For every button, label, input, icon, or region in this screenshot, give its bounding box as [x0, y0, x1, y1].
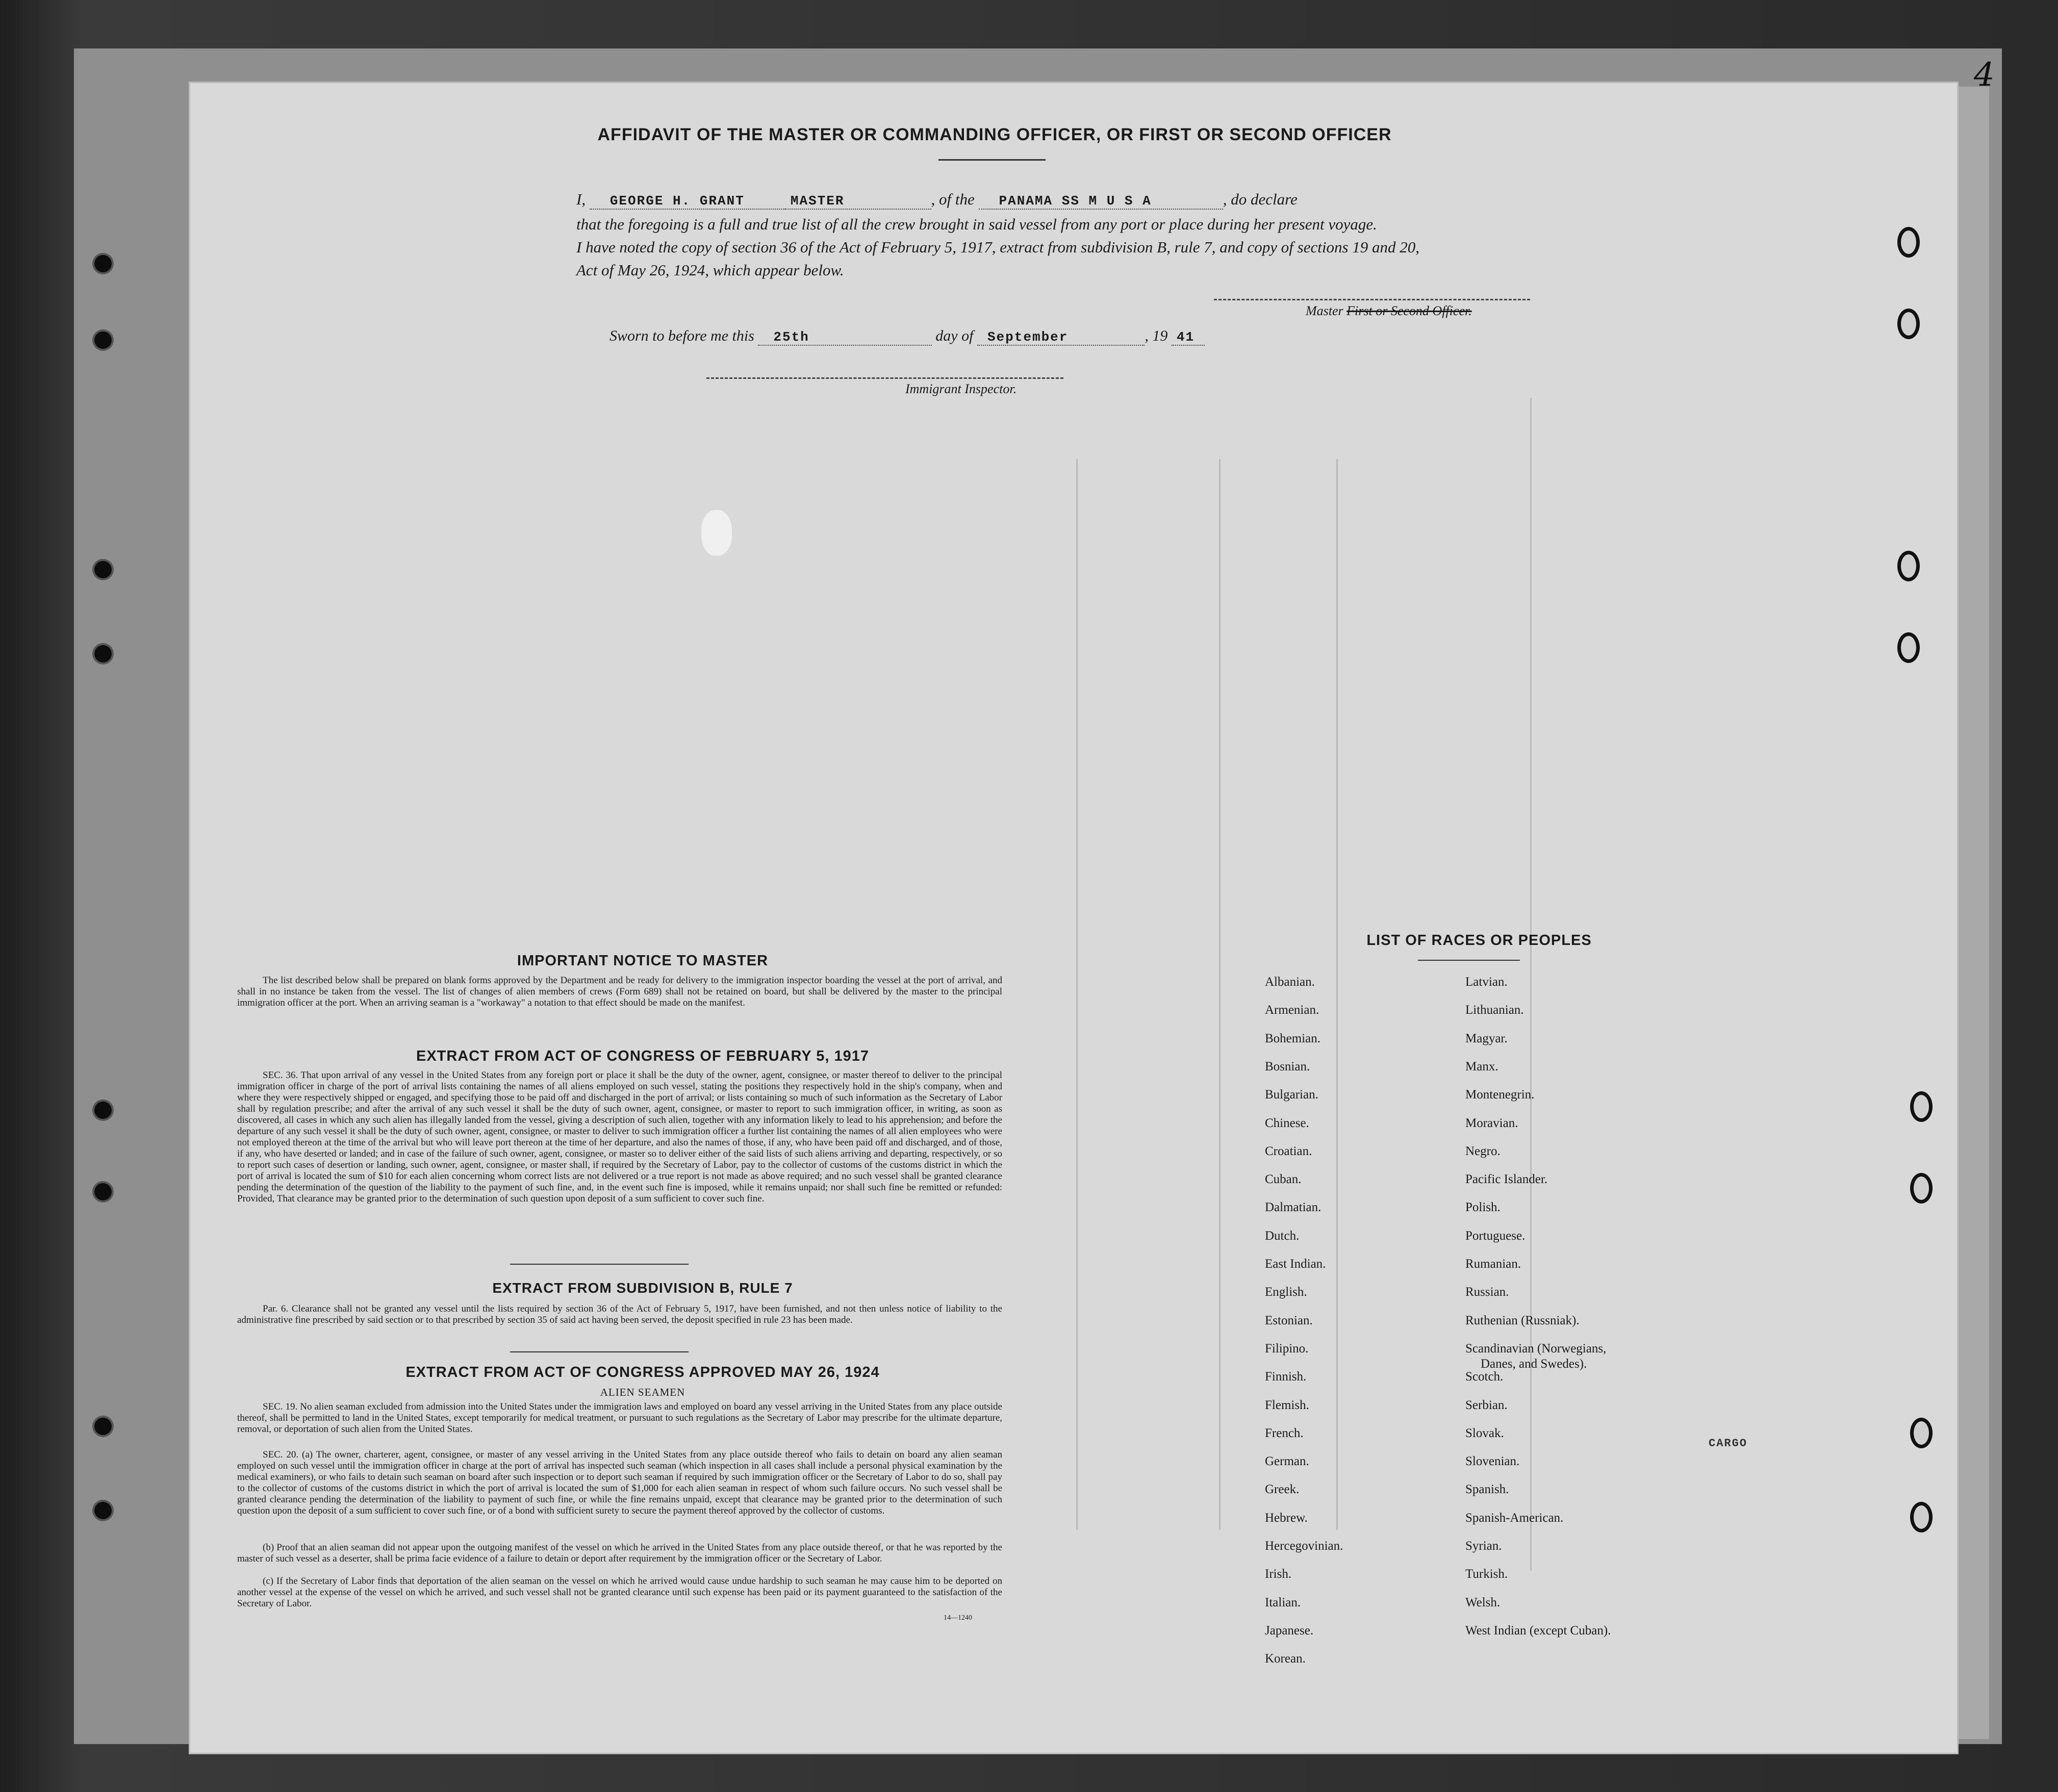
- race-item: West Indian (except Cuban).: [1465, 1623, 1611, 1637]
- affidavit-prefix: I,: [576, 190, 586, 208]
- extract-1917-title: EXTRACT FROM ACT OF CONGRESS OF FEBRUARY 5, 1917: [416, 1048, 870, 1064]
- sworn-prefix: Sworn to before me this: [609, 327, 754, 344]
- sec-20c-text: (c) If the Secretary of Labor finds that deportation of the alien seaman on the vessel on which he arrived would cause undue hardship to such seaman he may cause him to be deported on another vessel at the expense of the vessel on which he arrived, and such vessel shall not be granted clearance until such expense has been paid or its payment guaranteed to the satisfaction of the Secretary of Labor.: [237, 1576, 1002, 1609]
- race-item: Serbian.: [1465, 1398, 1508, 1412]
- race-item: Welsh.: [1465, 1595, 1501, 1609]
- race-item: Moravian.: [1465, 1116, 1518, 1130]
- notice-title: IMPORTANT NOTICE TO MASTER: [517, 953, 769, 969]
- race-item: Bosnian.: [1265, 1059, 1310, 1073]
- alien-seamen-subtitle: ALIEN SEAMEN: [600, 1386, 685, 1398]
- binder-hole-icon: [94, 645, 112, 662]
- sec-20a-text: SEC. 20. (a) The owner, charterer, agent, consignee, or master of any vessel arriving in the United States from any place outside thereof who fails to detain on board any alien seaman employed on such vessel until the immigration officer in charge at the port of arrival has inspected such seaman (which inspection in all cases shall include a personal physical examination by the medical examiners), or who fails to detain such seaman on board after such inspection or to deport such seaman if required by such immigration officer or the Secretary of Labor to do so, shall pay to the collector of customs of the customs district in which the port of arrival is located the sum of $1,000 for each alien seaman in respect of whom such failure occurs. No such vessel shall be granted clearance pending the determination of the liability to payment of such fine, or while the fine remains unpaid, except that clearance may be granted prior to the determination of such question upon the deposit of a sum sufficient to cover such fine, or of a bond with sufficient surety to secure the payment thereof approved by the collector of customs.: [237, 1449, 1002, 1516]
- race-item: Hercegovinian.: [1265, 1539, 1343, 1553]
- sec-19-text: SEC. 19. No alien seaman excluded from admission into the United States under the immigration laws and employed on board any vessel arriving in the United States from any place outside thereof, shall be permitted to land in the United States, except temporarily for medical treatment, or pursuant to such regulations as the Secretary of Labor may prescribe for the ultimate departure, removal, or deportation of such alien from the United States.: [237, 1401, 1002, 1435]
- sworn-line: [609, 327, 1205, 345]
- bleed-through-rule: [1336, 459, 1338, 1530]
- page-edge-strip: [1959, 87, 1989, 1739]
- race-item: Rumanian.: [1465, 1257, 1521, 1271]
- section-divider: [510, 1264, 689, 1265]
- race-item: Syrian.: [1465, 1539, 1502, 1553]
- race-item: Dalmatian.: [1265, 1200, 1322, 1215]
- race-item: Armenian.: [1265, 1003, 1319, 1017]
- sworn-day: 25th: [758, 329, 931, 346]
- bleed-through-rule: [1530, 398, 1532, 1571]
- race-item: Danes, and Swedes).: [1481, 1356, 1587, 1371]
- rule-7-title: EXTRACT FROM SUBDIVISION B, RULE 7: [492, 1280, 793, 1296]
- reinforcement-ring-icon: [1910, 1173, 1933, 1204]
- day-of-label: day of: [935, 327, 974, 344]
- page-number-mark: 4: [1974, 56, 1995, 94]
- do-declare-label: , do declare: [1223, 190, 1298, 208]
- binder-hole-icon: [94, 331, 112, 349]
- sworn-year: 41: [1172, 329, 1205, 346]
- notice-text: The list described below shall be prepared on blank forms approved by the Department and be ready for delivery to the immigration inspector boarding the vessel at the port of arrival, and shall in no instance be taken from the vessel. The list of changes of alien members of crews (Form 689) shall not be retained on board, but shall be delivered by the master to the principal immigration officer at the port. When an arriving seaman is a "workaway" a notation to that effect should be made on the manifest.: [237, 975, 1002, 1008]
- race-item: Spanish.: [1465, 1482, 1509, 1497]
- affidavit-line-1: [576, 188, 1571, 213]
- race-item: Polish.: [1465, 1200, 1501, 1215]
- race-item: Scandinavian (Norwegians,: [1465, 1341, 1607, 1355]
- bleed-through-rule: [1219, 459, 1221, 1530]
- binder-hole-icon: [94, 1502, 112, 1519]
- inspector-signature-line: [706, 377, 1063, 379]
- race-item: Filipino.: [1265, 1341, 1309, 1355]
- race-item: Greek.: [1265, 1482, 1300, 1497]
- form-number: 14—1240: [944, 1614, 972, 1622]
- race-item: Korean.: [1265, 1652, 1306, 1666]
- of-the-label: , of the: [931, 190, 975, 208]
- race-item: Irish.: [1265, 1567, 1292, 1581]
- race-item: Finnish.: [1265, 1370, 1307, 1384]
- affidavit-title: AFFIDAVIT OF THE MASTER OR COMMANDING OFFICER, OR FIRST OR SECOND OFFICER: [597, 125, 1392, 144]
- race-item: German.: [1265, 1454, 1309, 1469]
- binder-hole-icon: [94, 1418, 112, 1435]
- affidavit-line-4: Act of May 26, 1924, which appear below.: [576, 261, 844, 279]
- binder-hole-icon: [94, 255, 112, 272]
- reinforcement-ring-icon: [1897, 309, 1920, 339]
- extract-1924-title: EXTRACT FROM ACT OF CONGRESS APPROVED MAY 26, 1924: [405, 1364, 880, 1380]
- officer-rank: MASTER: [785, 193, 931, 210]
- officer-name: GEORGE H. GRANT: [590, 193, 785, 210]
- race-item: Bulgarian.: [1265, 1088, 1318, 1102]
- race-item: Spanish-American.: [1465, 1511, 1564, 1525]
- signature-caption: [1306, 303, 1472, 319]
- binder-hole-icon: [94, 561, 112, 578]
- races-title: LIST OF RACES OR PEOPLES: [1366, 932, 1592, 949]
- affidavit-line-2: that the foregoing is a full and true list of all the crew brought in said vessel from any port or place during her present voyage.: [576, 215, 1377, 233]
- race-item: Bohemian.: [1265, 1031, 1321, 1045]
- reinforcement-ring-icon: [1910, 1502, 1933, 1532]
- binder-hole-icon: [94, 1102, 112, 1119]
- race-item: Albanian.: [1265, 975, 1315, 989]
- race-item: Estonian.: [1265, 1313, 1313, 1327]
- race-item: Dutch.: [1265, 1228, 1300, 1243]
- race-item: Hebrew.: [1265, 1511, 1308, 1525]
- binder-hole-icon: [94, 1183, 112, 1200]
- race-item: Magyar.: [1465, 1031, 1508, 1045]
- reinforcement-ring-icon: [1910, 1091, 1933, 1122]
- race-item: Portuguese.: [1465, 1228, 1526, 1243]
- section-divider: [510, 1351, 689, 1352]
- race-item: Scotch.: [1465, 1370, 1504, 1384]
- race-item: Cuban.: [1265, 1172, 1302, 1187]
- title-divider: [938, 159, 1046, 161]
- extract-1917-text: SEC. 36. That upon arrival of any vessel in the United States from any foreign port or place it shall be the duty of the owner, agent, consignee, or master thereof to deliver to the principal immigration officer in charge of the port of arrival lists containing the names of all aliens employed on such vessel, stating the positions they respectively hold in the ship's company, when and where they were respectively shipped or engaged, and specifying those to be paid off and discharged in the port of arrival; or lists containing so much of such information as the Secretary of Labor shall by regulation prescribe; and after the arrival of any such vessel it shall be the duty of such owner, agent, consignee, or master to report to such immigration officer, in writing, as soon as discovered, all cases in which any such alien has illegally landed from the vessel, giving a description of such alien, together with any information likely to lead to his apprehension; and before the departure of any such vessel it shall be the duty of such owner, agent, consignee, or master to deliver to such immigration officer a further list containing the names of all alien employees who were not employed thereon at the time of the arrival but who will leave port thereon at the time of her departure, and also the names of those, if any, who have been paid off and discharged, and of those, if any, who have deserted or landed; and in case of the failure of such owner, agent, consignee, or master so to deliver either of the said lists of such aliens arriving and departing, respectively, or so to report such cases of desertion or landing, such owner, agent, consignee, or master shall, if required by the Secretary of Labor, pay to the collector of customs of the customs district in which the port of arrival is located the sum of $10 for each alien concerning whom correct lists are not delivered or a true report is not made as above required; and no such vessel shall be granted clearance pending the determination of the question of the liability to the payment of such fine, and, in the event such fine is imposed, while it remains unpaid; nor shall such fine be remitted or refunded: Provided, That clearance may be granted prior to the determination of such question upon deposit of a sum sufficient to cover such fine.: [237, 1070, 1002, 1204]
- affidavit-body: [576, 188, 1571, 281]
- reinforcement-ring-icon: [1897, 551, 1920, 581]
- race-item: Turkish.: [1465, 1567, 1508, 1581]
- race-item: Ruthenian (Russniak).: [1465, 1313, 1580, 1327]
- race-item: Manx.: [1465, 1059, 1498, 1073]
- year-prefix: , 19: [1145, 327, 1168, 344]
- race-item: East Indian.: [1265, 1257, 1326, 1271]
- master-label: Master: [1306, 303, 1343, 318]
- race-item: Russian.: [1465, 1285, 1509, 1299]
- race-item: French.: [1265, 1426, 1304, 1440]
- sworn-month: September: [977, 329, 1145, 346]
- inspector-label: Immigrant Inspector.: [905, 381, 1017, 396]
- races-divider: [1418, 960, 1520, 961]
- race-item: Croatian.: [1265, 1144, 1312, 1158]
- bleed-through-rule: [1076, 459, 1078, 1530]
- affidavit-line-3: I have noted the copy of section 36 of the Act of February 5, 1917, extract from subdivision B, rule 7, and copy of sections 19 and 20,: [576, 238, 1420, 256]
- struck-officer-label: First or Second Officer.: [1346, 303, 1472, 318]
- race-item: Flemish.: [1265, 1398, 1309, 1412]
- race-item: Japanese.: [1265, 1623, 1314, 1637]
- reinforcement-ring-icon: [1910, 1418, 1933, 1448]
- cargo-stamp: CARGO: [1709, 1437, 1748, 1450]
- paper-blemish: [701, 510, 732, 556]
- race-item: Slovenian.: [1465, 1454, 1520, 1469]
- rule-7-text: Par. 6. Clearance shall not be granted any vessel until the lists required by section 36 of the Act of February 5, 1917, have been furnished, and not then unless notice of liability to the administrative fine prescribed by said section or to that prescribed by section 35 of said act having been served, the deposit specified in rule 23 has been made.: [237, 1303, 1002, 1325]
- race-item: Pacific Islander.: [1465, 1172, 1548, 1187]
- race-item: Negro.: [1465, 1144, 1501, 1158]
- reinforcement-ring-icon: [1897, 227, 1920, 258]
- race-item: Lithuanian.: [1465, 1003, 1524, 1017]
- race-item: Italian.: [1265, 1595, 1301, 1609]
- race-item: Latvian.: [1465, 975, 1508, 989]
- reinforcement-ring-icon: [1897, 632, 1920, 663]
- race-item: Slovak.: [1465, 1426, 1504, 1440]
- sec-20b-text: (b) Proof that an alien seaman did not appear upon the outgoing manifest of the vessel on which he arrived in the United States from any place outside thereof, or that he was reported by the master of such vessel as a deserter, shall be prima facie evidence of a failure to detain or deport after requirement by the immigration officer or the Secretary of Labor.: [237, 1542, 1002, 1564]
- signature-line: [1214, 299, 1530, 301]
- race-item: English.: [1265, 1285, 1307, 1299]
- race-item: Chinese.: [1265, 1116, 1309, 1130]
- race-item: Montenegrin.: [1465, 1088, 1535, 1102]
- vessel-name: PANAMA SS M U S A: [979, 193, 1223, 210]
